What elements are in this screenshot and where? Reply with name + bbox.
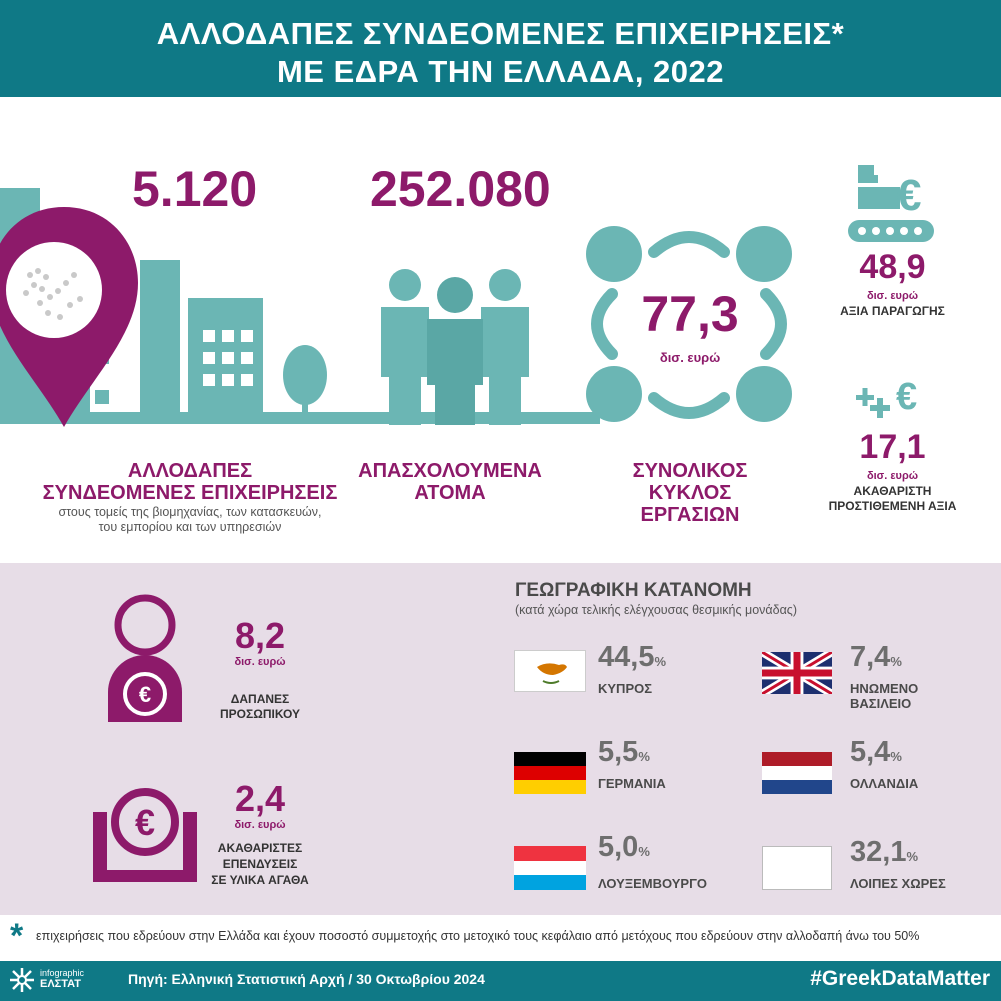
pct-sign: %: [890, 749, 902, 764]
personnel-unit: δισ. ευρώ: [234, 656, 286, 668]
personnel-label-line2: ΠΡΟΣΩΠΙΚΟΥ: [220, 707, 300, 721]
country-name-luxembourg: [598, 876, 707, 891]
investment-label: [190, 840, 330, 888]
logo-line2: ΕΛΣΤΑΤ: [40, 978, 81, 990]
germany-flag-icon: [514, 752, 586, 794]
enterprises-desc-line2: του εμπορίου και των υπηρεσιών: [98, 520, 282, 534]
turnover-label-line2: ΚΥΚΛΟΣ: [648, 482, 732, 504]
svg-text:€: €: [134, 802, 156, 843]
country-name-germany-line1: ΓΕΡΜΑΝΙΑ: [598, 776, 666, 791]
turnover-label-line1: ΣΥΝΟΛΙΚΟΣ: [632, 460, 748, 482]
country-value-other: 32,1: [850, 836, 907, 868]
turnover-label-line3: ΕΡΓΑΣΙΩΝ: [640, 504, 740, 526]
footnote-asterisk: *: [10, 917, 24, 955]
country-pct-uk: [850, 641, 902, 674]
country-pct-netherlands: [850, 736, 902, 769]
country-pct-germany: [598, 736, 650, 769]
person-euro-icon: [100, 590, 190, 730]
production-unit: δισ. ευρώ: [866, 290, 919, 302]
uk-flag-icon: [762, 652, 832, 694]
investment-unit: δισ. ευρώ: [234, 819, 286, 831]
blank-flag-icon: [762, 846, 832, 890]
enterprises-label-line2: ΣΥΝΔΕΟΜΕΝΕΣ ΕΠΙΧΕΙΡΗΣΕΙΣ: [42, 482, 338, 504]
personnel-label: [190, 692, 330, 722]
country-value-uk: 7,4: [850, 641, 891, 673]
country-name-cyprus: [598, 681, 652, 696]
geo-subtitle: (κατά χώρα τελικής ελέγχουσας θεσμικής μονάδας): [515, 603, 797, 617]
svg-text:€: €: [897, 171, 922, 220]
country-name-cyprus-line1: ΚΥΠΡΟΣ: [598, 681, 653, 696]
geo-title: ΓΕΩΓΡΑΦΙΚΗ ΚΑΤΑΝΟΜΗ: [515, 580, 752, 601]
personnel-value: 8,2: [234, 615, 286, 656]
elstat-logo-text: [40, 968, 84, 990]
pct-sign: %: [906, 849, 919, 864]
plus-plus-euro-icon: [852, 375, 932, 425]
country-pct-other: [850, 836, 918, 869]
svg-text:€: €: [138, 682, 152, 707]
country-name-other: [850, 876, 946, 891]
pct-sign: %: [654, 654, 667, 669]
country-value-cyprus: 44,5: [598, 641, 655, 673]
hashtag: #GreekDataMatter: [810, 967, 990, 990]
country-value-germany: 5,5: [598, 736, 639, 768]
country-name-uk: [850, 681, 918, 711]
enterprises-desc-line1: στους τομείς της βιομηχανίας, των κατασκευών,: [58, 505, 322, 519]
production-label: ΑΞΙΑ ΠΑΡΑΓΩΓΗΣ: [840, 304, 945, 318]
investment-label-line3: ΣΕ ΥΛΙΚΑ ΑΓΑΘΑ: [211, 873, 309, 887]
employed-label-line2: ΑΤΟΜΑ: [414, 482, 486, 504]
country-name-netherlands-line1: ΟΛΛΑΝΔΙΑ: [850, 776, 919, 791]
country-name-germany: [598, 776, 666, 791]
footnote-text: επιχειρήσεις που εδρεύουν στην Ελλάδα και έχουν ποσοστό συμμετοχής στο μετοχικό τους κεφάλαιο από μετόχους που εδρεύουν στην αλλοδαπή άνω του 50%: [36, 929, 920, 943]
personnel-label-line1: ΔΑΠΑΝΕΣ: [230, 692, 290, 706]
cyprus-flag-icon: [514, 650, 586, 692]
location-pin-icon: [0, 205, 140, 430]
luxembourg-flag-icon: [514, 846, 586, 890]
country-pct-luxembourg: [598, 831, 650, 864]
gva-unit: δισ. ευρώ: [866, 470, 919, 482]
enterprises-description: [20, 505, 360, 535]
country-name-luxembourg-line1: ΛΟΥΞΕΜΒΟΥΡΓΟ: [598, 876, 708, 891]
turnover-label: [590, 460, 790, 526]
factory-conveyor-euro-icon: [845, 160, 940, 245]
employed-label-line1: ΑΠΑΣΧΟΛΟΥΜΕΝΑ: [358, 460, 542, 482]
investment-label-line2: ΕΠΕΝΔΥΣΕΙΣ: [222, 857, 298, 871]
page-title-line1: ΑΛΛΟΔΑΠΕΣ ΣΥΝΔΕΟΜΕΝΕΣ ΕΠΙΧΕΙΡΗΣΕΙΣ*: [156, 16, 845, 51]
people-icon: [375, 265, 535, 425]
page-title-line2: ΜΕ ΕΔΡΑ ΤΗΝ ΕΛΛΑΔΑ, 2022: [276, 54, 725, 89]
investment-label-line1: ΑΚΑΘΑΡΙΣΤΕΣ: [217, 841, 303, 855]
country-name-other-line1: ΛΟΙΠΕΣ ΧΩΡΕΣ: [850, 876, 946, 891]
netherlands-flag-icon: [762, 752, 832, 794]
logo-line1: infographic: [40, 968, 85, 978]
investment-value: 2,4: [234, 778, 286, 819]
pct-sign: %: [638, 749, 650, 764]
enterprises-label-line1: ΑΛΛΟΔΑΠΕΣ: [127, 460, 253, 482]
turnover-unit: δισ. ευρώ: [659, 350, 721, 365]
pct-sign: %: [638, 844, 650, 859]
gva-label: [810, 484, 975, 514]
gva-value: 17,1: [859, 428, 926, 466]
pct-sign: %: [890, 654, 902, 669]
euro-coin-tray-icon: [85, 780, 205, 890]
employed-count: 252.080: [370, 161, 551, 217]
country-value-netherlands: 5,4: [850, 736, 891, 768]
source-text: Πηγή: Ελληνική Στατιστική Αρχή / 30 Οκτωβρίου 2024: [128, 971, 485, 987]
country-pct-cyprus: [598, 641, 666, 674]
country-value-luxembourg: 5,0: [598, 831, 639, 863]
country-name-uk-line2: ΒΑΣΙΛΕΙΟ: [850, 696, 912, 711]
gva-label-line1: ΑΚΑΘΑΡΙΣΤΗ: [853, 484, 932, 498]
country-name-netherlands: [850, 776, 918, 791]
enterprises-label: [20, 460, 360, 504]
employed-label: [340, 460, 560, 504]
turnover-value: 77,3: [641, 286, 739, 342]
elstat-logo-icon: [8, 966, 36, 994]
gva-label-line2: ΠΡΟΣΤΙΘΕΜΕΝΗ ΑΞΙΑ: [828, 499, 957, 513]
country-name-uk-line1: ΗΝΩΜΕΝΟ: [850, 681, 919, 696]
production-value: 48,9: [859, 248, 926, 286]
enterprises-count: 5.120: [132, 161, 258, 217]
svg-text:€: €: [896, 376, 918, 418]
